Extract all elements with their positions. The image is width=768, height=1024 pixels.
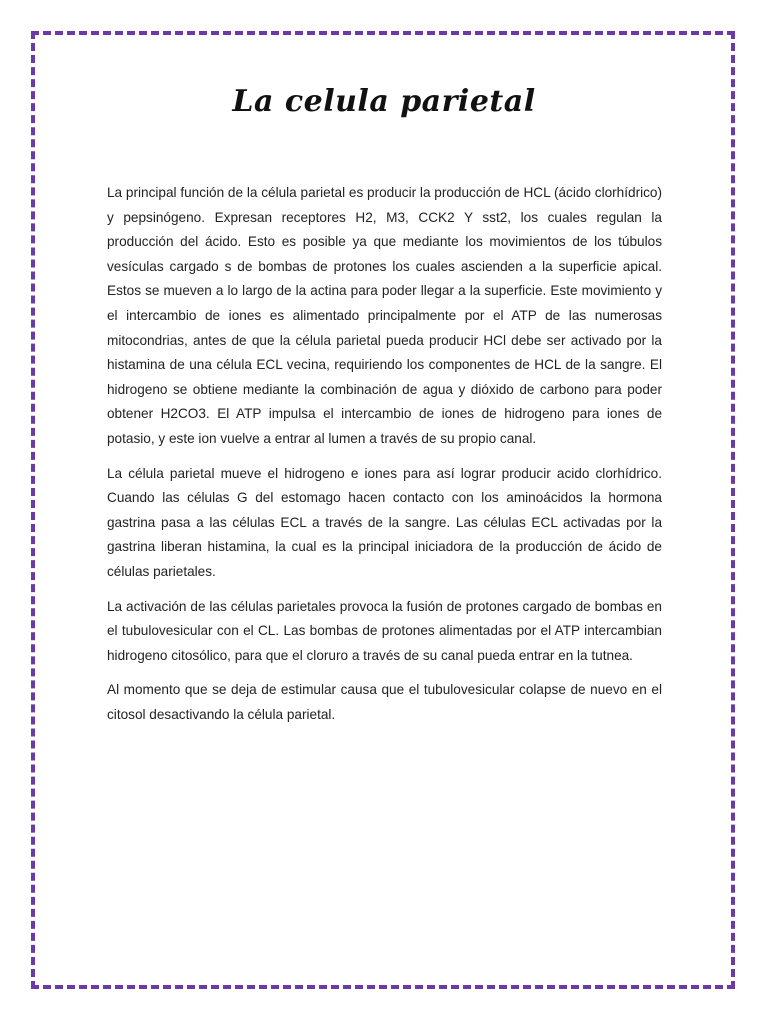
paragraph-3: La activación de las células parietales provoca la fusión de protones cargado de bombas en el tubulovesicular con el CL. Las bombas de protones alimentadas por el ATP intercambian hidrogeno citosólico, para que el cloruro a través de su canal pueda entrar en la tutnea.: [107, 598, 662, 663]
paragraph-4: Al momento que se deja de estimular causa que el tubulovesicular colapse de nuevo en el citosol desactivando la célula parietal.: [107, 682, 662, 722]
paragraph-2: La célula parietal mueve el hidrogeno e iones para así lograr producir acido clorhídrico. Cuando las células G del estomago hacen contacto con los aminoácidos la hormona gastrina pasa a las células ECL a través de la sangre. Las células ECL activadas por la gastrina liberan histamina, la cual es la principal iniciadora de la producción de ácido de células parietales.: [107, 465, 662, 579]
paragraph-1: La principal función de la célula parietal es producir la producción de HCL (ácido clorhídrico) y pepsinógeno. Expresan receptores H2, M3, CCK2 Y sst2, los cuales regulan la producción del ácido. Esto es posible ya que mediante los movimientos de los túbulos vesículas cargado s de bombas de protones los cuales ascienden a la superficie apical. Estos se mueven a lo largo de la actina para poder llegar a la superficie. Este movimiento y el intercambio de iones es alimentado principalmente por el ATP de las numerosas mitocondrias, antes de que la célula parietal pueda producir HCl debe ser activado por la histamina de una célula ECL vecina, requiriendo los componentes de HCL de la sangre. El hidrogeno se obtiene mediante la combinación de agua y dióxido de carbono para poder obtener H2CO3. El ATP impulsa el intercambio de iones de hidrogeno para iones de potasio, y este ion vuelve a entrar al lumen a través de su propio canal.: [107, 185, 662, 446]
document-body: [107, 181, 662, 737]
document-title: La celula parietal: [232, 84, 536, 119]
